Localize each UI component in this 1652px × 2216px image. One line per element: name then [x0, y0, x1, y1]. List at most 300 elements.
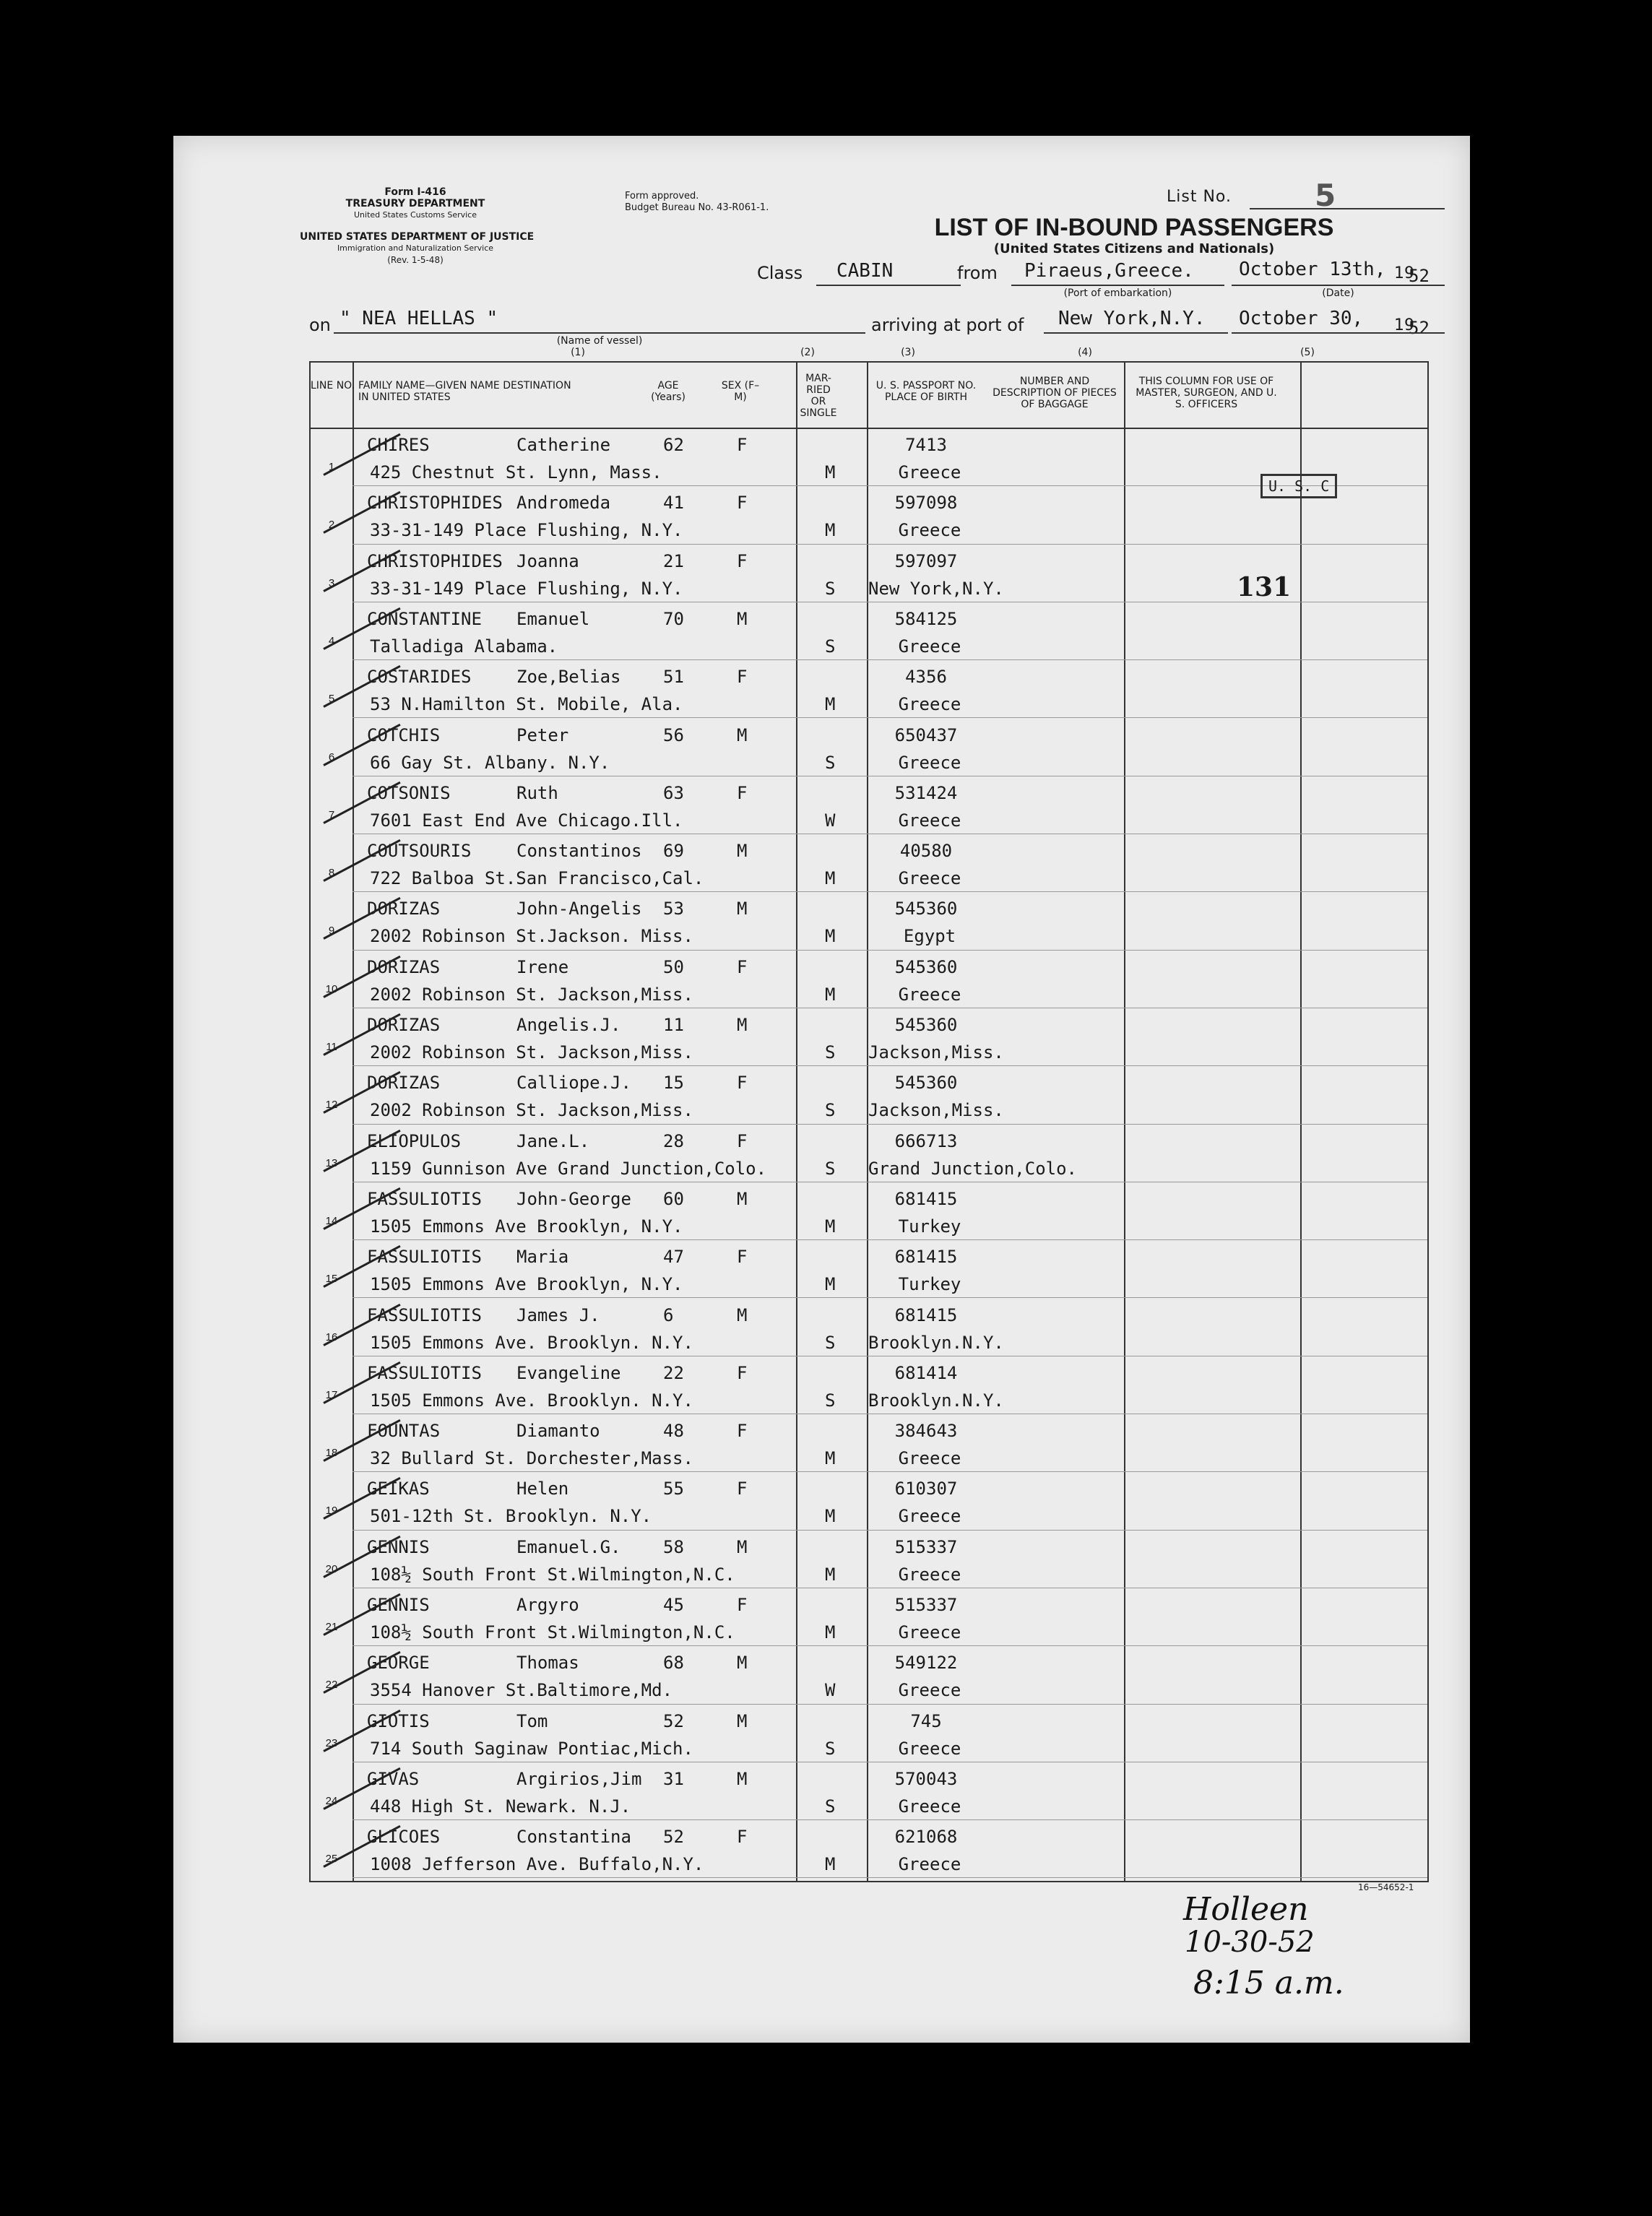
destination-address: 722 Balboa St.San Francisco,Cal.: [370, 868, 704, 889]
table-row: [311, 1473, 1427, 1531]
sex: M: [737, 841, 748, 862]
family-name: FOUNTAS: [367, 1421, 441, 1442]
date-caption: (Date): [1322, 287, 1354, 299]
inspection-date: 10-30-52: [1185, 1926, 1315, 1959]
table-row: [311, 951, 1427, 1009]
row-rule: [353, 1065, 1427, 1066]
arrival-year: 52: [1409, 318, 1430, 338]
sex: F: [737, 550, 748, 571]
sex: M: [737, 899, 748, 919]
port-embarkation-caption: (Port of embarkation): [1063, 287, 1172, 299]
family-name: DORIZAS: [367, 899, 441, 919]
line-number: 20: [325, 1562, 338, 1575]
passport-number: 597098: [894, 493, 958, 514]
age: 50: [663, 956, 684, 977]
table-row: [311, 1821, 1427, 1879]
col-num-4: (4): [1078, 347, 1092, 358]
place-of-birth: Greece: [898, 810, 961, 831]
destination-address: 1505 Emmons Ave. Brooklyn. N.Y.: [370, 1332, 693, 1353]
table-row: [311, 1647, 1427, 1705]
given-name: Helen: [516, 1479, 569, 1499]
passport-number: 621068: [894, 1827, 958, 1848]
given-name: Argirios,Jim: [516, 1768, 642, 1789]
family-name: GLICOES: [367, 1827, 441, 1848]
destination-address: 1505 Emmons Ave Brooklyn, N.Y.: [370, 1274, 683, 1295]
place-of-birth: Greece: [898, 636, 961, 657]
age: 15: [663, 1073, 684, 1094]
family-name: CHRISTOPHIDES: [367, 550, 503, 571]
family-name: DORIZAS: [367, 1073, 441, 1094]
table-row: [311, 777, 1427, 835]
row-rule: [353, 1645, 1427, 1646]
passport-number: 515337: [894, 1536, 958, 1557]
given-name: Evangeline: [516, 1362, 621, 1383]
destination-address: 2002 Robinson St. Jackson,Miss.: [370, 984, 693, 1005]
marital-status: M: [825, 926, 836, 947]
family-name: FASSULIOTIS: [367, 1362, 482, 1383]
line-number: 8: [328, 867, 335, 880]
table-row: [311, 893, 1427, 951]
passport-number: 549122: [894, 1653, 958, 1674]
line-number: 12: [325, 1099, 338, 1112]
table-row: [311, 835, 1427, 893]
sex: M: [737, 1536, 748, 1557]
col-header-baggage: NUMBER AND DESCRIPTION OF PIECES OF BAGGAGE: [993, 376, 1117, 410]
place-of-birth: Greece: [898, 868, 961, 889]
line-number: 11: [326, 1041, 337, 1053]
given-name: Emanuel: [516, 608, 590, 629]
row-rule: [353, 717, 1427, 718]
given-name: John-Angelis: [516, 899, 642, 919]
line-number: 6: [328, 750, 335, 763]
arriving-label: arriving at port of: [871, 315, 1024, 335]
arrival-port: New York,N.Y.: [1058, 308, 1206, 329]
place-of-birth: Greece: [898, 1738, 961, 1759]
col-header-name: FAMILY NAME—GIVEN NAME DESTINATION IN UNITED STATES: [358, 380, 571, 403]
table-row: [311, 1531, 1427, 1589]
marital-status: S: [825, 1100, 836, 1121]
form-number: Form I-416: [384, 186, 446, 198]
inspection-time: 8:15 a.m.: [1193, 1965, 1344, 2001]
row-rule: [353, 544, 1427, 545]
place-of-birth: Greece: [898, 1564, 961, 1585]
given-name: Peter: [516, 724, 569, 745]
table-row: [311, 603, 1427, 661]
page-title: LIST OF IN-BOUND PASSENGERS: [934, 214, 1334, 241]
table-row: [311, 1299, 1427, 1357]
given-name: Constantinos: [516, 841, 642, 862]
place-of-birth: Grand Junction,Colo.: [868, 1158, 1077, 1179]
family-name: DORIZAS: [367, 1015, 441, 1035]
revision: (Rev. 1-5-48): [387, 255, 444, 265]
row-rule: [353, 1530, 1427, 1531]
marital-status: S: [825, 752, 836, 773]
line-number: 1: [328, 461, 335, 473]
destination-address: 425 Chestnut St. Lynn, Mass.: [370, 462, 662, 482]
place-of-birth: Greece: [898, 1506, 961, 1527]
class-label: Class: [757, 263, 803, 283]
passport-number: 597097: [894, 550, 958, 571]
port-of-embarkation: Piraeus,Greece.: [1024, 260, 1194, 282]
sex: F: [737, 1073, 748, 1094]
marital-status: S: [825, 1332, 836, 1353]
destination-address: 3554 Hanover St.Baltimore,Md.: [370, 1680, 673, 1701]
family-name: DORIZAS: [367, 956, 441, 977]
destination-address: 2002 Robinson St. Jackson,Miss.: [370, 1100, 693, 1121]
family-name: FASSULIOTIS: [367, 1188, 482, 1209]
given-name: John-George: [516, 1188, 631, 1209]
vessel-caption: (Name of vessel): [556, 335, 643, 347]
footer-code: 16—54652-1: [1358, 1882, 1414, 1892]
line-number: 5: [328, 693, 335, 706]
age: 52: [663, 1827, 684, 1848]
destination-address: 2002 Robinson St.Jackson. Miss.: [370, 926, 693, 947]
marital-status: S: [825, 578, 836, 599]
dept-justice: UNITED STATES DEPARTMENT OF JUSTICE: [300, 231, 535, 243]
passport-number: 650437: [894, 724, 958, 745]
manifest-page: [173, 136, 1470, 2043]
passport-number: 584125: [894, 608, 958, 629]
marital-status: M: [825, 520, 836, 541]
class-value: CABIN: [836, 260, 894, 282]
marital-status: W: [825, 810, 836, 831]
passport-number: 545360: [894, 1073, 958, 1094]
place-of-birth: Greece: [898, 520, 961, 541]
line-number: 21: [325, 1621, 338, 1633]
given-name: Jane.L.: [516, 1130, 590, 1151]
passport-number: 545360: [894, 1015, 958, 1035]
place-of-birth: Brooklyn.N.Y.: [868, 1332, 1004, 1353]
passport-number: 515337: [894, 1595, 958, 1615]
line-number: 19: [325, 1505, 338, 1518]
family-name: CHRISTOPHIDES: [367, 493, 503, 514]
place-of-birth: Greece: [898, 984, 961, 1005]
table-row: [311, 1009, 1427, 1067]
age: 68: [663, 1653, 684, 1674]
col-header-age: AGE (Years): [651, 380, 686, 403]
sex: F: [737, 493, 748, 514]
sex: M: [737, 608, 748, 629]
col-num-5: (5): [1300, 347, 1315, 358]
age: 70: [663, 608, 684, 629]
sex: M: [737, 724, 748, 745]
passport-number: 666713: [894, 1130, 958, 1151]
age: 11: [663, 1015, 684, 1035]
age: 51: [663, 667, 684, 688]
place-of-birth: Greece: [898, 1622, 961, 1642]
given-name: Tom: [516, 1710, 548, 1731]
table-row: [311, 1125, 1427, 1183]
age: 21: [663, 550, 684, 571]
family-name: ELIOPULOS: [367, 1130, 462, 1151]
age: 58: [663, 1536, 684, 1557]
age: 62: [663, 435, 684, 455]
table-row: [311, 1183, 1427, 1241]
family-name: FASSULIOTIS: [367, 1247, 482, 1268]
line-number: 18: [325, 1447, 338, 1460]
table-row: [311, 1705, 1427, 1763]
family-name: COSTARIDES: [367, 667, 472, 688]
marital-status: S: [825, 1042, 836, 1062]
destination-address: 66 Gay St. Albany. N.Y.: [370, 752, 610, 773]
line-number: 4: [328, 634, 335, 647]
passport-number: 681415: [894, 1247, 958, 1268]
age: 28: [663, 1130, 684, 1151]
given-name: Joanna: [516, 550, 579, 571]
col-header-sex: SEX (F–M): [721, 380, 760, 403]
table-row: [311, 1589, 1427, 1647]
passport-number: 570043: [894, 1768, 958, 1789]
sex: F: [737, 1130, 748, 1151]
sex: F: [737, 1827, 748, 1848]
place-of-birth: Greece: [898, 1680, 961, 1701]
passport-number: 681415: [894, 1188, 958, 1209]
sex: F: [737, 782, 748, 803]
marital-status: M: [825, 1274, 836, 1295]
given-name: Constantina: [516, 1827, 631, 1848]
passport-number: 545360: [894, 956, 958, 977]
given-name: Calliope.J.: [516, 1073, 631, 1094]
sex: M: [737, 1768, 748, 1789]
line-number: 17: [325, 1388, 338, 1401]
list-no-value: 5: [1315, 178, 1336, 213]
destination-address: 501-12th St. Brooklyn. N.Y.: [370, 1506, 652, 1527]
family-name: GENNIS: [367, 1536, 430, 1557]
place-of-birth: Jackson,Miss.: [868, 1100, 1004, 1121]
col-num-2: (2): [800, 347, 815, 358]
inspector-signature: Holleen: [1183, 1891, 1309, 1928]
line-number: 10: [325, 982, 338, 995]
destination-address: 33-31-149 Place Flushing, N.Y.: [370, 578, 683, 599]
place-of-birth: Greece: [898, 752, 961, 773]
passport-number: 610307: [894, 1479, 958, 1499]
age: 41: [663, 493, 684, 514]
sex: F: [737, 435, 748, 455]
line-number: 23: [325, 1736, 338, 1749]
marital-status: M: [825, 462, 836, 482]
on-label: on: [309, 315, 331, 335]
age: 56: [663, 724, 684, 745]
given-name: Andromeda: [516, 493, 611, 514]
row-rule: [353, 950, 1427, 951]
marital-status: M: [825, 1564, 836, 1585]
age: 47: [663, 1247, 684, 1268]
line-number: 22: [325, 1679, 338, 1692]
row-rule: [353, 1704, 1427, 1705]
place-of-birth: Greece: [898, 1796, 961, 1817]
marital-status: S: [825, 1738, 836, 1759]
sex: M: [737, 1653, 748, 1674]
destination-address: 53 N.Hamilton St. Mobile, Ala.: [370, 694, 683, 715]
passport-number: 745: [910, 1710, 942, 1731]
row-rule: [353, 1471, 1427, 1472]
sex: F: [737, 1479, 748, 1499]
table-row: [311, 719, 1427, 777]
line-number: 25: [325, 1853, 338, 1866]
sex: F: [737, 1247, 748, 1268]
marital-status: M: [825, 1506, 836, 1527]
sex: F: [737, 667, 748, 688]
passport-number: 4356: [905, 667, 947, 688]
place-of-birth: Brooklyn.N.Y.: [868, 1390, 1004, 1411]
row-rule: [353, 1297, 1427, 1298]
given-name: Angelis.J.: [516, 1015, 621, 1035]
family-name: GENNIS: [367, 1595, 430, 1615]
page-subtitle: (United States Citizens and Nationals): [993, 241, 1275, 256]
marital-status: M: [825, 868, 836, 889]
family-name: COTSONIS: [367, 782, 451, 803]
table-row: [311, 1763, 1427, 1821]
age: 60: [663, 1188, 684, 1209]
given-name: Diamanto: [516, 1421, 600, 1442]
line-number: 14: [325, 1214, 338, 1227]
row-rule: [353, 891, 1427, 892]
sex: F: [737, 956, 748, 977]
col-num-1: (1): [571, 347, 585, 358]
destination-address: 1505 Emmons Ave. Brooklyn. N.Y.: [370, 1390, 693, 1411]
family-name: GEIKAS: [367, 1479, 430, 1499]
table-row: [311, 1357, 1427, 1415]
family-name: CONSTANTINE: [367, 608, 482, 629]
line-number: 15: [325, 1273, 338, 1286]
destination-address: 32 Bullard St. Dorchester,Mass.: [370, 1448, 693, 1469]
row-rule: [353, 1124, 1427, 1125]
destination-address: 448 High St. Newark. N.J.: [370, 1796, 631, 1817]
given-name: James J.: [516, 1304, 600, 1325]
row-rule: [353, 1877, 1427, 1878]
sex: M: [737, 1015, 748, 1035]
table-row: [311, 1067, 1427, 1125]
row-rule: [353, 1819, 1427, 1820]
line-number: 13: [325, 1156, 338, 1169]
passenger-count: 131: [1237, 572, 1292, 602]
destination-address: Talladiga Alabama.: [370, 636, 558, 657]
col-header-married: MAR-RIED OR SINGLE: [800, 373, 837, 419]
marital-status: W: [825, 1680, 836, 1701]
sex: F: [737, 1362, 748, 1383]
age: 31: [663, 1768, 684, 1789]
sex: M: [737, 1304, 748, 1325]
place-of-birth: Greece: [898, 1448, 961, 1469]
destination-address: 7601 East End Ave Chicago.Ill.: [370, 810, 683, 831]
family-name: COTCHIS: [367, 724, 441, 745]
from-label: from: [957, 263, 998, 283]
passport-number: 531424: [894, 782, 958, 803]
given-name: Catherine: [516, 435, 611, 455]
table-row: [311, 1241, 1427, 1299]
dept-justice-sub: Immigration and Naturalization Service: [337, 243, 494, 253]
place-of-birth: Turkey: [898, 1274, 961, 1295]
line-number: 9: [328, 925, 335, 938]
budget-bureau: Budget Bureau No. 43-R061-1.: [625, 202, 769, 213]
family-name: COUTSOURIS: [367, 841, 472, 862]
vessel-name: " NEA HELLAS ": [340, 308, 498, 329]
destination-address: 108½ South Front St.Wilmington,N.C.: [370, 1564, 735, 1585]
passport-number: 545360: [894, 899, 958, 919]
row-rule: [353, 659, 1427, 660]
age: 52: [663, 1710, 684, 1731]
given-name: Zoe,Belias: [516, 667, 621, 688]
place-of-birth: Turkey: [898, 1216, 961, 1237]
family-name: FASSULIOTIS: [367, 1304, 482, 1325]
age: 53: [663, 899, 684, 919]
marital-status: S: [825, 1390, 836, 1411]
destination-address: 1505 Emmons Ave Brooklyn, N.Y.: [370, 1216, 683, 1237]
passport-number: 681415: [894, 1304, 958, 1325]
table-row: [311, 1415, 1427, 1473]
sex: M: [737, 1710, 748, 1731]
destination-address: 2002 Robinson St. Jackson,Miss.: [370, 1042, 693, 1062]
col-header-officers: THIS COLUMN FOR USE OF MASTER, SURGEON, AND U. S. OFFICERS: [1136, 376, 1277, 410]
given-name: Emanuel.G.: [516, 1536, 621, 1557]
place-of-birth: Jackson,Miss.: [868, 1042, 1004, 1062]
table-row: [311, 661, 1427, 719]
sex: F: [737, 1595, 748, 1615]
col-header-passport: U. S. PASSPORT NO. PLACE OF BIRTH: [875, 380, 977, 403]
sex: M: [737, 1188, 748, 1209]
row-rule: [353, 1239, 1427, 1240]
place-of-birth: Greece: [898, 1854, 961, 1875]
embarkation-year: 52: [1409, 266, 1430, 286]
age: 69: [663, 841, 684, 862]
passport-number: 7413: [905, 435, 947, 455]
age: 55: [663, 1479, 684, 1499]
marital-status: S: [825, 636, 836, 657]
destination-address: 714 South Saginaw Pontiac,Mich.: [370, 1738, 693, 1759]
age: 63: [663, 782, 684, 803]
embarkation-date: October 13th,: [1239, 259, 1386, 280]
form-approved: Form approved.: [625, 191, 699, 202]
marital-status: M: [825, 984, 836, 1005]
arrival-date: October 30,: [1239, 308, 1364, 329]
embarkation-year-prefix: 19: [1394, 264, 1414, 282]
col-header-line: LINE NO.: [311, 380, 355, 391]
place-of-birth: Egypt: [903, 926, 956, 947]
marital-status: M: [825, 1448, 836, 1469]
age: 22: [663, 1362, 684, 1383]
destination-address: 1159 Gunnison Ave Grand Junction,Colo.: [370, 1158, 767, 1179]
place-of-birth: New York,N.Y.: [868, 578, 1004, 599]
age: 45: [663, 1595, 684, 1615]
passport-number: 681414: [894, 1362, 958, 1383]
passport-number: 40580: [899, 841, 953, 862]
marital-status: M: [825, 694, 836, 715]
customs-stamp: U. S. C: [1260, 474, 1337, 498]
given-name: Irene: [516, 956, 569, 977]
marital-status: M: [825, 1216, 836, 1237]
given-name: Maria: [516, 1247, 569, 1268]
family-name: GEORGE: [367, 1653, 430, 1674]
marital-status: S: [825, 1796, 836, 1817]
line-number: 7: [328, 808, 335, 821]
dept-treasury: TREASURY DEPARTMENT: [345, 198, 485, 209]
col-num-3: (3): [901, 347, 915, 358]
family-name: CHIRES: [367, 435, 430, 455]
sex: F: [737, 1421, 748, 1442]
given-name: Ruth: [516, 782, 558, 803]
given-name: Thomas: [516, 1653, 579, 1674]
place-of-birth: Greece: [898, 462, 961, 482]
passenger-rows: [311, 429, 1427, 1879]
age: 6: [663, 1304, 674, 1325]
line-number: 2: [328, 519, 335, 532]
family-name: GIOTIS: [367, 1710, 430, 1731]
age: 48: [663, 1421, 684, 1442]
destination-address: 33-31-149 Place Flushing, N.Y.: [370, 520, 683, 541]
destination-address: 108½ South Front St.Wilmington,N.C.: [370, 1622, 735, 1642]
arrival-year-prefix: 19: [1394, 316, 1414, 334]
list-no-label: List No.: [1167, 188, 1232, 206]
